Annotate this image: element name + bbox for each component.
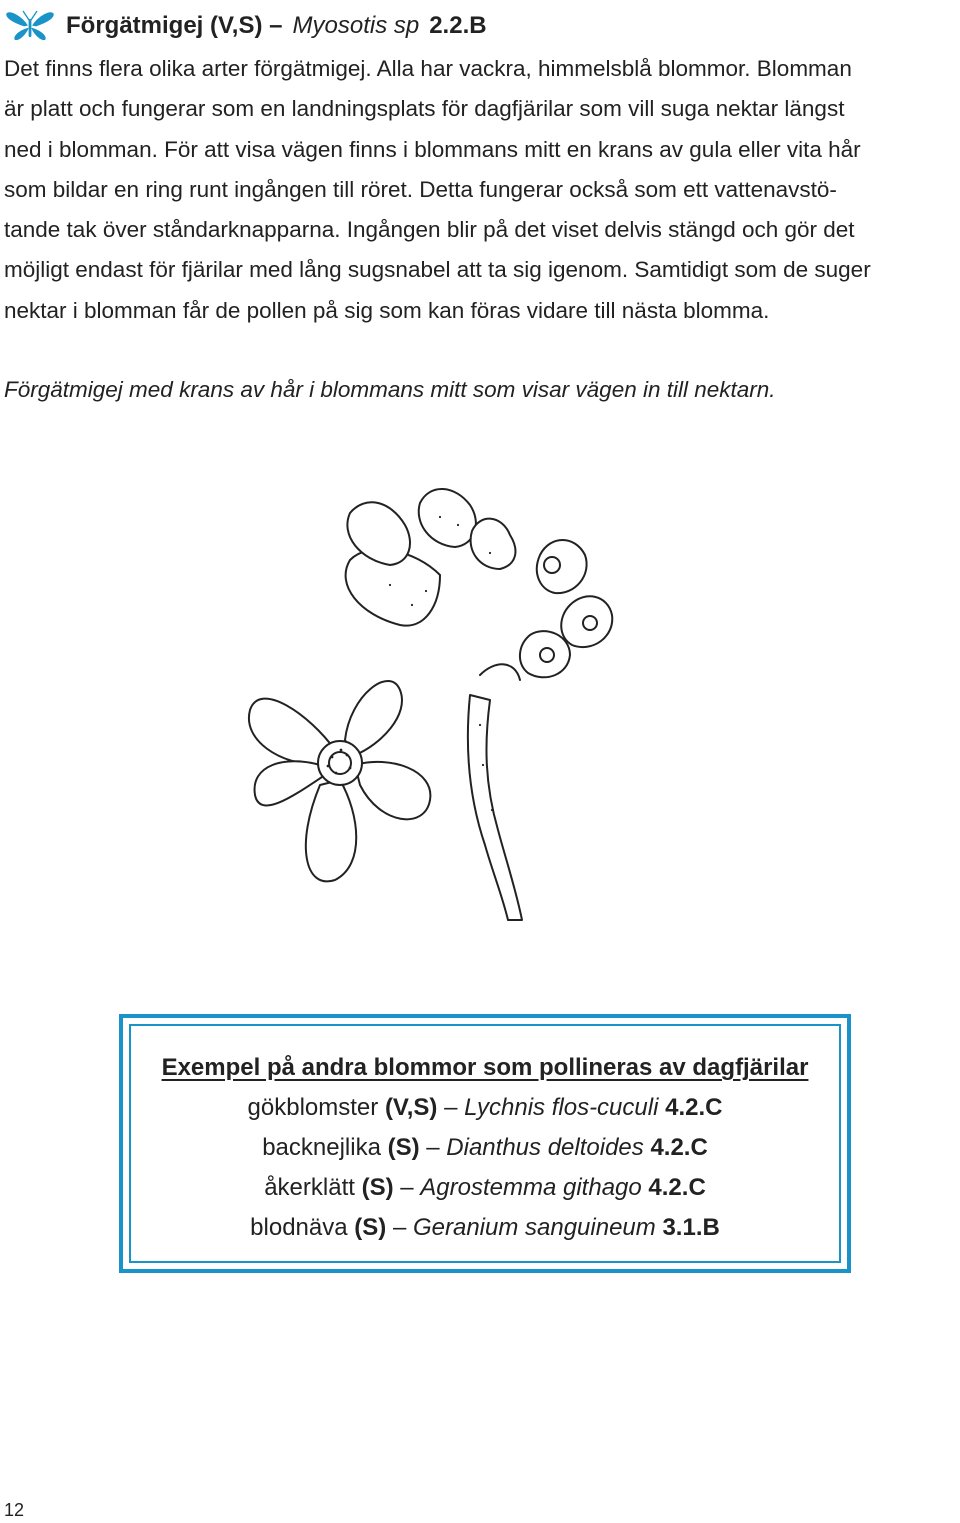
example-status: (V,S)	[384, 1094, 438, 1121]
example-scientific-name: Geranium sanguineum	[412, 1214, 656, 1241]
example-list	[123, 1048, 847, 1248]
example-dash: –	[400, 1174, 414, 1201]
example-box-title: Exempel på andra blommor som pollineras av dagfjärilar	[161, 1054, 809, 1081]
section-heading	[4, 8, 487, 44]
example-item	[123, 1168, 847, 1208]
example-status: (S)	[354, 1214, 387, 1241]
example-dash: –	[392, 1214, 407, 1241]
body-line: nektar i blomman får de pollen på sig som kan föras vidare till nästa blomma.	[4, 297, 770, 323]
heading-scientific-name: Myosotis sp	[292, 12, 420, 39]
butterfly-icon	[4, 9, 56, 43]
example-item	[123, 1208, 847, 1248]
example-common-name: backnejlika	[262, 1134, 381, 1161]
example-reference: 3.1.B	[662, 1214, 720, 1241]
example-common-name: åkerklätt	[264, 1174, 355, 1201]
figure-caption: Förgätmigej med krans av hår i blommans mitt som visar vägen in till nektarn.	[4, 377, 776, 402]
flower-stem	[468, 695, 522, 920]
example-item	[123, 1088, 847, 1128]
flower-petal	[306, 780, 356, 881]
example-status: (S)	[361, 1174, 394, 1201]
example-common-name: gökblomster	[247, 1094, 379, 1121]
example-scientific-name: Dianthus deltoides	[446, 1134, 644, 1161]
example-item	[123, 1128, 847, 1168]
example-box	[119, 1014, 851, 1273]
example-common-name: blodnäva	[250, 1214, 348, 1241]
forget-me-not-illustration	[240, 465, 640, 925]
body-paragraph	[4, 49, 956, 331]
body-line: som bildar en ring runt ingången till röret. Detta fungerar också som ett vattenavstö-	[4, 176, 837, 202]
heading-reference: 2.2.B	[429, 12, 487, 39]
body-line: Det finns flera olika arter förgätmigej. Alla har vackra, himmelsblå blommor. Blomman	[4, 56, 852, 81]
heading-common-name: Förgätmigej (V,S) –	[66, 12, 283, 39]
example-dash: –	[444, 1094, 458, 1121]
body-line: möjligt endast för fjärilar med lång sugsnabel att ta sig igenom. Samtidigt som de suger	[4, 257, 871, 283]
example-reference: 4.2.C	[648, 1174, 706, 1201]
flower-petal	[355, 762, 430, 819]
flower-petal	[345, 681, 402, 755]
example-status: (S)	[387, 1134, 420, 1161]
example-reference: 4.2.C	[665, 1094, 723, 1121]
example-scientific-name: Lychnis flos-cuculi	[464, 1094, 659, 1121]
example-reference: 4.2.C	[650, 1134, 708, 1161]
page-number: 12	[4, 1500, 25, 1520]
body-line: ned i blomman. För att visa vägen finns i blommans mitt en krans av gula eller vita hår	[4, 136, 861, 162]
body-line: är platt och fungerar som en landningsplats för dagfjärilar som vill suga nektar längst	[4, 96, 845, 122]
body-line: tande tak över ståndarknapparna. Ingången blir på det viset delvis stängd och gör det	[4, 217, 855, 243]
example-scientific-name: Agrostemma githago	[420, 1174, 642, 1201]
example-dash: –	[426, 1134, 440, 1161]
